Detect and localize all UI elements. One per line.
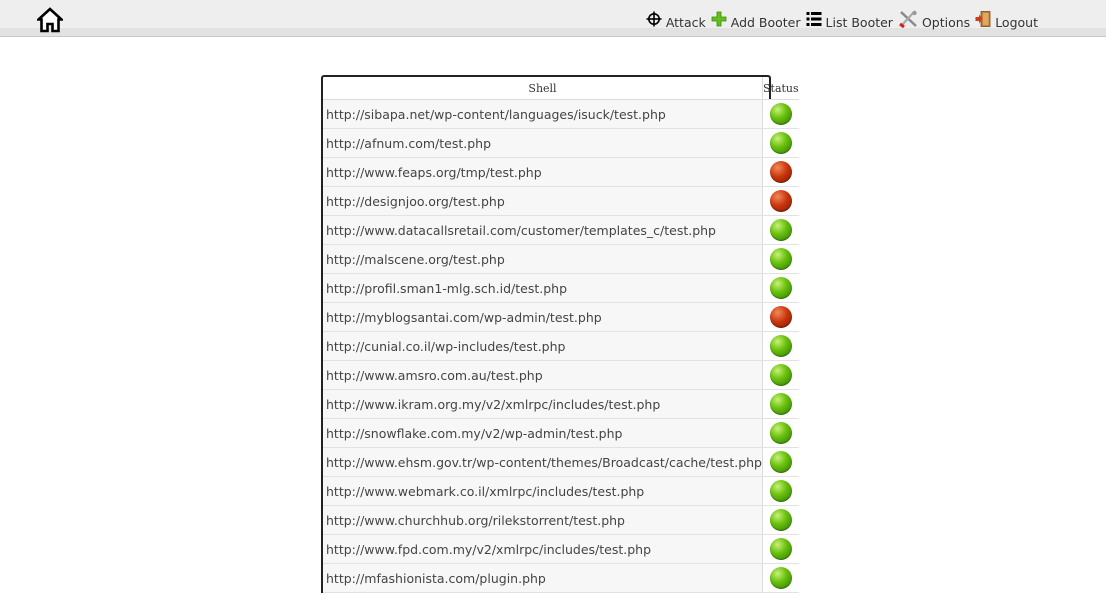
shell-url-cell[interactable]: http://profil.sman1-mlg.sch.id/test.php (323, 274, 762, 303)
shell-url-cell[interactable]: http://designjoo.org/test.php (323, 187, 762, 216)
table-row (323, 216, 799, 245)
table-row (323, 129, 799, 158)
status-online-icon (770, 393, 792, 415)
shell-url-cell[interactable]: http://www.ehsm.gov.tr/wp-content/themes/Broadcast/cache/test.php (323, 448, 762, 477)
home-icon[interactable] (37, 7, 63, 33)
status-online-icon (770, 422, 792, 444)
status-cell (762, 390, 798, 419)
table-row (323, 303, 799, 332)
status-online-icon (770, 335, 792, 357)
column-header-shell: Shell (323, 77, 762, 100)
table-body (323, 100, 799, 593)
nav-item-logout[interactable] (975, 10, 1038, 32)
status-cell (762, 303, 798, 332)
table-row (323, 158, 799, 187)
nav-attack-label: Attack (665, 15, 706, 30)
shell-url-cell[interactable]: http://myblogsantai.com/wp-admin/test.php (323, 303, 762, 332)
shell-url-cell[interactable]: http://afnum.com/test.php (323, 129, 762, 158)
status-online-icon (770, 538, 792, 560)
shell-url-cell[interactable]: http://www.datacallsretail.com/customer/templates_c/test.php (323, 216, 762, 245)
shell-url-cell[interactable]: http://sibapa.net/wp-content/languages/isuck/test.php (323, 100, 762, 129)
nav-list-booter-label: List Booter (825, 15, 893, 30)
status-online-icon (770, 219, 792, 241)
shell-url-cell[interactable]: http://www.webmark.co.il/xmlrpc/includes/test.php (323, 477, 762, 506)
shell-table (323, 77, 799, 593)
nav-item-list-booter[interactable] (806, 10, 893, 32)
nav-logout-label: Logout (995, 15, 1038, 30)
nav-item-attack[interactable] (646, 10, 706, 32)
status-cell (762, 564, 798, 593)
status-cell (762, 361, 798, 390)
table-row (323, 390, 799, 419)
shell-url-cell[interactable]: http://www.feaps.org/tmp/test.php (323, 158, 762, 187)
status-online-icon (770, 103, 792, 125)
shell-url-cell[interactable]: http://www.fpd.com.my/v2/xmlrpc/includes/test.php (323, 535, 762, 564)
table-row (323, 477, 799, 506)
status-cell (762, 477, 798, 506)
status-cell (762, 100, 798, 129)
status-cell (762, 129, 798, 158)
status-online-icon (770, 509, 792, 531)
table-row (323, 274, 799, 303)
plus-icon (711, 11, 727, 27)
shell-url-cell[interactable]: http://malscene.org/test.php (323, 245, 762, 274)
door-icon (975, 11, 991, 27)
shell-url-cell[interactable]: http://mfashionista.com/plugin.php (323, 564, 762, 593)
shell-url-cell[interactable]: http://www.amsro.com.au/test.php (323, 361, 762, 390)
status-cell (762, 274, 798, 303)
table-row (323, 535, 799, 564)
status-cell (762, 332, 798, 361)
shell-url-cell[interactable]: http://cunial.co.il/wp-includes/test.php (323, 332, 762, 361)
table-row (323, 245, 799, 274)
status-cell (762, 187, 798, 216)
status-online-icon (770, 480, 792, 502)
tools-icon (898, 10, 918, 28)
table-row (323, 506, 799, 535)
table-row (323, 332, 799, 361)
status-online-icon (770, 132, 792, 154)
status-cell (762, 448, 798, 477)
shell-table-container (321, 75, 799, 593)
shell-url-cell[interactable]: http://snowflake.com.my/v2/wp-admin/test.php (323, 419, 762, 448)
status-cell (762, 245, 798, 274)
nav-menu (641, 10, 1038, 32)
nav-options-label: Options (921, 15, 971, 30)
status-cell (762, 506, 798, 535)
status-online-icon (770, 451, 792, 473)
crosshair-icon (646, 11, 662, 27)
status-online-icon (770, 248, 792, 270)
table-header-row (323, 77, 799, 100)
status-cell (762, 535, 798, 564)
status-cell (762, 216, 798, 245)
list-icon (806, 11, 822, 27)
table-row (323, 564, 799, 593)
shell-url-cell[interactable]: http://www.churchhub.org/rilekstorrent/test.php (323, 506, 762, 535)
status-cell (762, 419, 798, 448)
table-row (323, 448, 799, 477)
status-online-icon (770, 364, 792, 386)
status-offline-icon (770, 161, 792, 183)
column-header-status: Status (762, 77, 798, 100)
nav-item-options[interactable] (898, 10, 970, 32)
shell-url-cell[interactable]: http://www.ikram.org.my/v2/xmlrpc/includes/test.php (323, 390, 762, 419)
table-row (323, 419, 799, 448)
top-navigation-bar (0, 0, 1106, 37)
status-cell (762, 158, 798, 187)
status-online-icon (770, 277, 792, 299)
table-row (323, 100, 799, 129)
status-online-icon (770, 567, 792, 589)
nav-item-add-booter[interactable] (711, 10, 801, 32)
table-row (323, 361, 799, 390)
table-row (323, 187, 799, 216)
nav-add-booter-label: Add Booter (730, 15, 801, 30)
status-offline-icon (770, 306, 792, 328)
status-offline-icon (770, 190, 792, 212)
